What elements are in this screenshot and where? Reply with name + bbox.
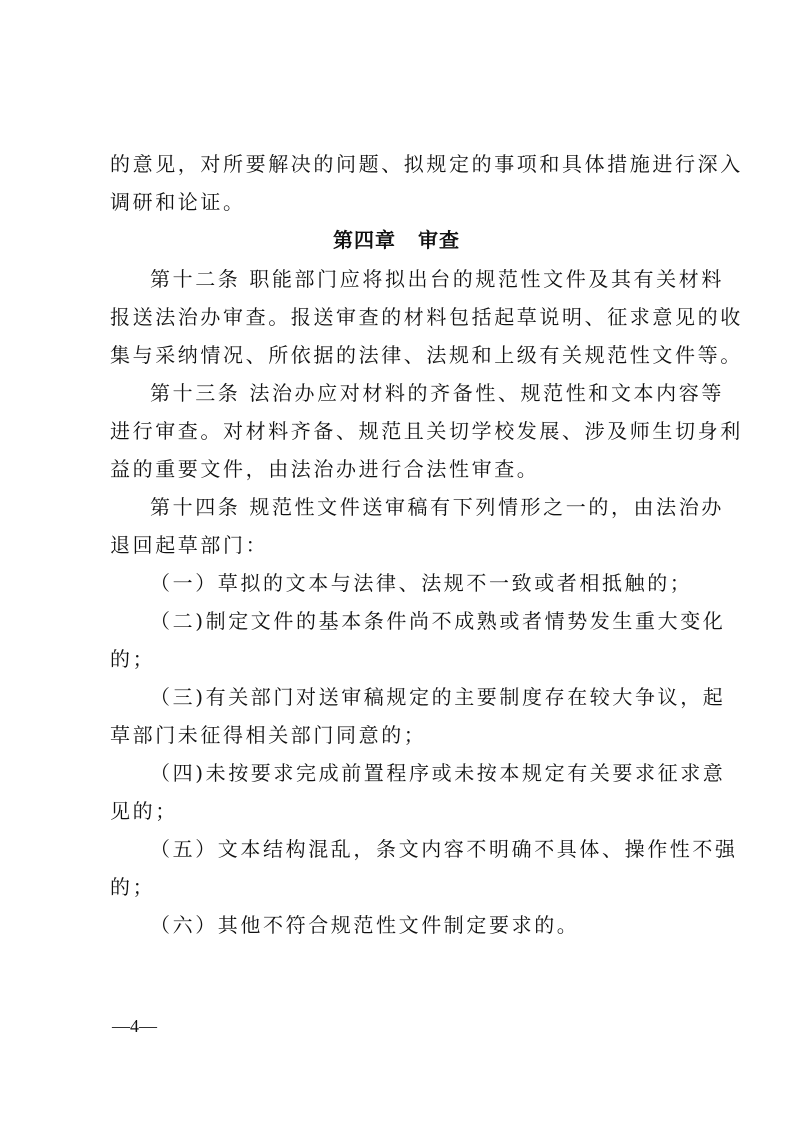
list-item-4-continuation: 见的；: [110, 799, 178, 823]
chapter-title: 审查: [418, 228, 460, 252]
article-14-line: 第十四条 规范性文件送审稿有下列情形之一的，由法治办: [150, 495, 724, 519]
article-12-line: 第十二条 职能部门应将拟出台的规范性文件及其有关材料: [150, 267, 724, 291]
list-item-6: （六）其他不符合规范性文件制定要求的。: [150, 913, 580, 937]
article-14-line: 退回起草部门：: [110, 533, 269, 557]
list-item-5: （五）文本结构混乱，条文内容不明确不具体、操作性不强: [150, 837, 738, 861]
article-12-line: 报送法治办审查。报送审查的材料包括起草说明、征求意见的收: [110, 305, 743, 329]
page-number: —4—: [112, 1016, 157, 1036]
list-item-1: （一）草拟的文本与法律、法规不一致或者相抵触的；: [150, 571, 693, 595]
list-item-3: （三)有关部门对送审稿规定的主要制度存在较大争议，起: [150, 685, 726, 709]
chapter-heading: [0, 226, 793, 254]
list-item-2-continuation: 的；: [110, 647, 156, 671]
list-item-5-continuation: 的；: [110, 875, 156, 899]
article-13-line: 进行审查。对材料齐备、规范且关切学校发展、涉及师生切身利: [110, 419, 743, 443]
paragraph-line: 的意见，对所要解决的问题、拟规定的事项和具体措施进行深入: [110, 152, 743, 176]
list-item-2: （二)制定文件的基本条件尚不成熟或者情势发生重大变化: [150, 609, 726, 633]
chapter-number: 第四章: [333, 228, 396, 252]
article-13-line: 第十三条 法治办应对材料的齐备性、规范性和文本内容等: [150, 381, 724, 405]
article-13-line: 益的重要文件，由法治办进行合法性审查。: [110, 457, 540, 481]
list-item-3-continuation: 草部门未征得相关部门同意的；: [110, 723, 427, 747]
paragraph-line: 调研和论证。: [110, 190, 246, 214]
list-item-4: （四)未按要求完成前置程序或未按本规定有关要求征求意: [150, 761, 726, 785]
article-12-line: 集与采纳情况、所依据的法律、法规和上级有关规范性文件等。: [110, 343, 743, 367]
